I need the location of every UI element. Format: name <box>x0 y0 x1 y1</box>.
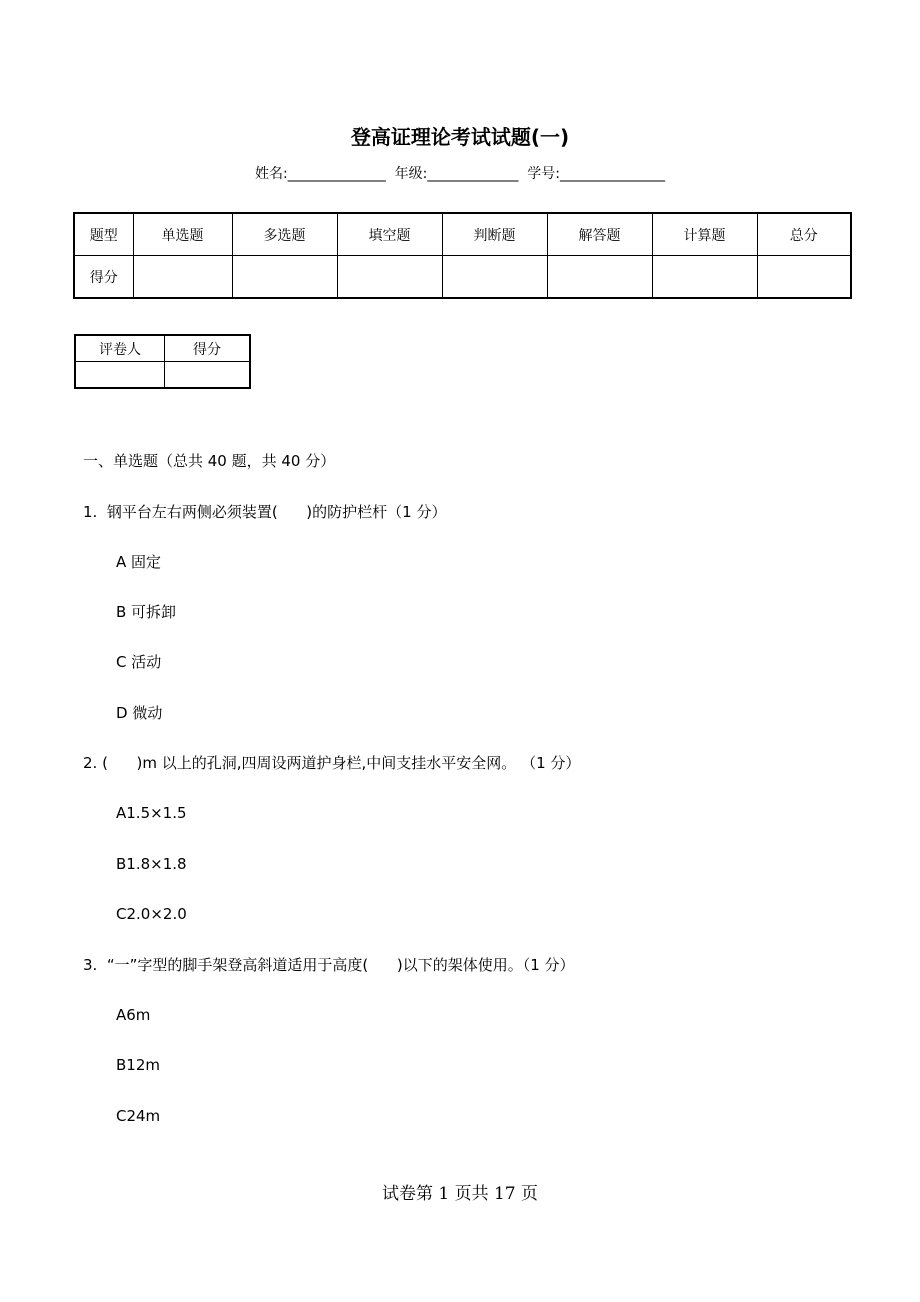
header-cell: 多选题 <box>232 213 337 256</box>
grader-score-cell <box>165 362 251 389</box>
score-cell <box>337 256 442 299</box>
score-cell <box>757 256 851 299</box>
option: A1.5×1.5 <box>116 804 187 822</box>
score-row <box>74 256 851 299</box>
header-cell: 计算题 <box>652 213 757 256</box>
header-cell: 判断题 <box>442 213 547 256</box>
row-label: 得分 <box>74 256 133 299</box>
option: C24m <box>116 1107 161 1125</box>
question-3: 3. “一”字型的脚手架登高斜道适用于高度( )以下的架体使用。（1 分） <box>83 956 575 974</box>
question-1: 1. 钢平台左右两侧必须装置( )的防护栏杆（1 分） <box>83 503 447 521</box>
page-footer: 试卷第 1 页共 17 页 <box>381 1184 539 1204</box>
grader-header: 评卷人 <box>75 335 165 362</box>
option: D 微动 <box>116 704 163 722</box>
section-heading: 一、单选题（总共 40 题，共 40 分） <box>83 452 336 470</box>
option: A 固定 <box>116 553 162 571</box>
score-cell <box>547 256 652 299</box>
header-cell: 单选题 <box>133 213 232 256</box>
header-cell: 解答题 <box>547 213 652 256</box>
option: B1.8×1.8 <box>116 855 187 873</box>
option: A6m <box>116 1006 151 1024</box>
score-table <box>73 212 852 299</box>
score-header-row <box>74 213 851 256</box>
score-cell <box>133 256 232 299</box>
header-cell: 填空题 <box>337 213 442 256</box>
grader-score-header: 得分 <box>165 335 251 362</box>
grader-cell <box>75 362 165 389</box>
option: C2.0×2.0 <box>116 905 187 923</box>
student-info-line: 姓名:______________ 年级:_____________ 学号:_______________ <box>255 166 665 182</box>
score-cell <box>652 256 757 299</box>
option: B 可拆卸 <box>116 603 177 621</box>
question-2: 2. ( )m 以上的孔洞,四周设两道护身栏,中间支挂水平安全网。 （1 分） <box>83 754 581 772</box>
option: B12m <box>116 1056 160 1074</box>
page-title: 登高证理论考试试题(一) <box>350 125 570 149</box>
score-cell <box>442 256 547 299</box>
header-cell: 总分 <box>757 213 851 256</box>
score-cell <box>232 256 337 299</box>
option: C 活动 <box>116 653 162 671</box>
grader-table <box>74 334 251 389</box>
header-cell: 题型 <box>74 213 133 256</box>
